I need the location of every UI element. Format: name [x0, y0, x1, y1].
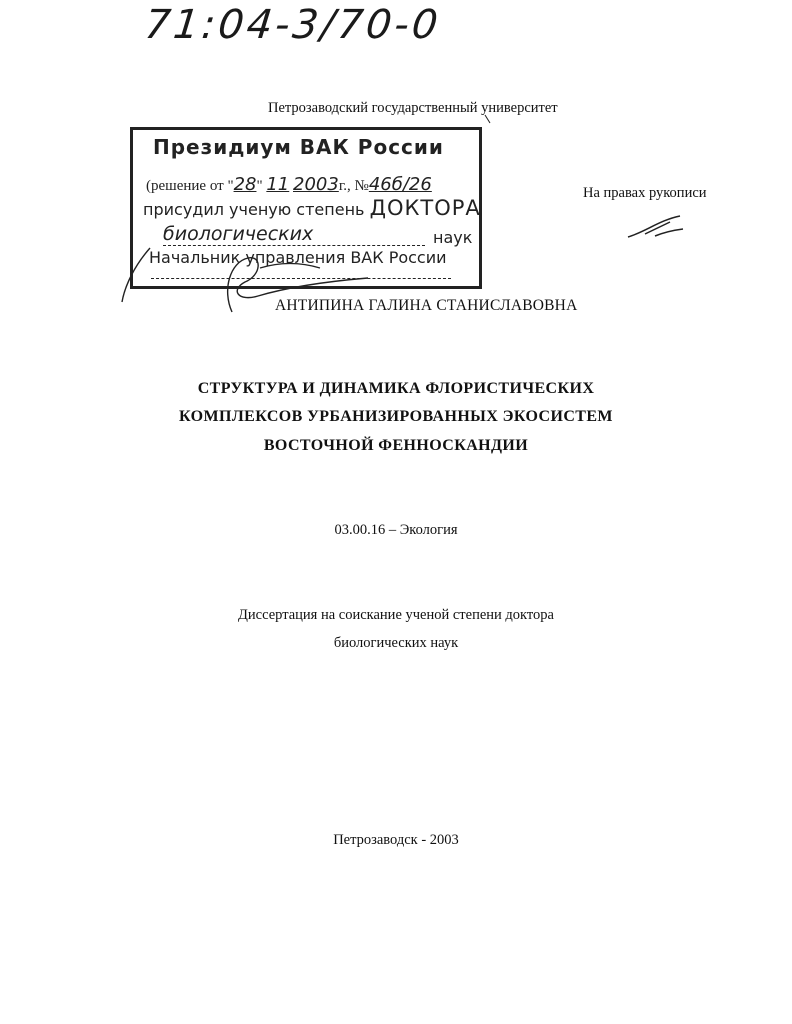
- stamp-awarded: [143, 196, 481, 220]
- dissertation-line-2: биологических наук: [333, 635, 459, 651]
- stamp-title: Президиум ВАК России: [153, 135, 444, 159]
- dissertation-line-1: Диссертация на соискание ученой степени доктора: [238, 607, 554, 623]
- university-name: Петрозаводский государственный университет: [268, 100, 558, 116]
- specialty-code: 03.00.16 – Экология: [334, 522, 458, 538]
- stamp-decision-day: 28: [233, 174, 257, 195]
- manuscript-note: На правах рукописи: [583, 185, 707, 201]
- author-name: АНТИПИНА ГАЛИНА СТАНИСЛАВОВНА: [275, 297, 578, 314]
- stamp-sciences-word: наук: [433, 228, 473, 247]
- vak-stamp: [130, 127, 482, 289]
- title-line-1: СТРУКТУРА И ДИНАМИКА ФЛОРИСТИЧЕСКИХ: [197, 380, 595, 397]
- handwritten-archive-code: 71:04-3/70-0: [142, 2, 443, 48]
- stamp-awarded-prefix: присудил ученую степень: [143, 200, 365, 219]
- stamp-chief: Начальник управления ВАК России: [149, 248, 447, 267]
- stamp-field-underline: [163, 245, 425, 246]
- title-line-2: КОМПЛЕКСОВ УРБАНИЗИРОВАННЫХ ЭКОСИСТЕМ: [179, 408, 613, 425]
- stamp-decision-year-suffix: г., №: [338, 178, 369, 194]
- stamp-decision-number: 46б/26: [368, 174, 432, 195]
- stamp-decision-month: 11: [266, 174, 290, 195]
- stamp-decision: (решение от "28" 11 2003г., №46б/26: [146, 174, 432, 195]
- stamp-signature-line: [151, 278, 451, 279]
- stamp-decision-prefix: (решение от: [146, 178, 224, 194]
- stamp-degree: ДОКТОРА: [369, 196, 481, 220]
- city-year: Петрозаводск - 2003: [333, 832, 459, 848]
- stamp-decision-year: 2003: [293, 174, 339, 195]
- stamp-field-handwritten: биологических: [163, 223, 314, 245]
- signature-mark: [625, 212, 685, 242]
- title-line-3: ВОСТОЧНОЙ ФЕННОСКАНДИИ: [263, 437, 529, 454]
